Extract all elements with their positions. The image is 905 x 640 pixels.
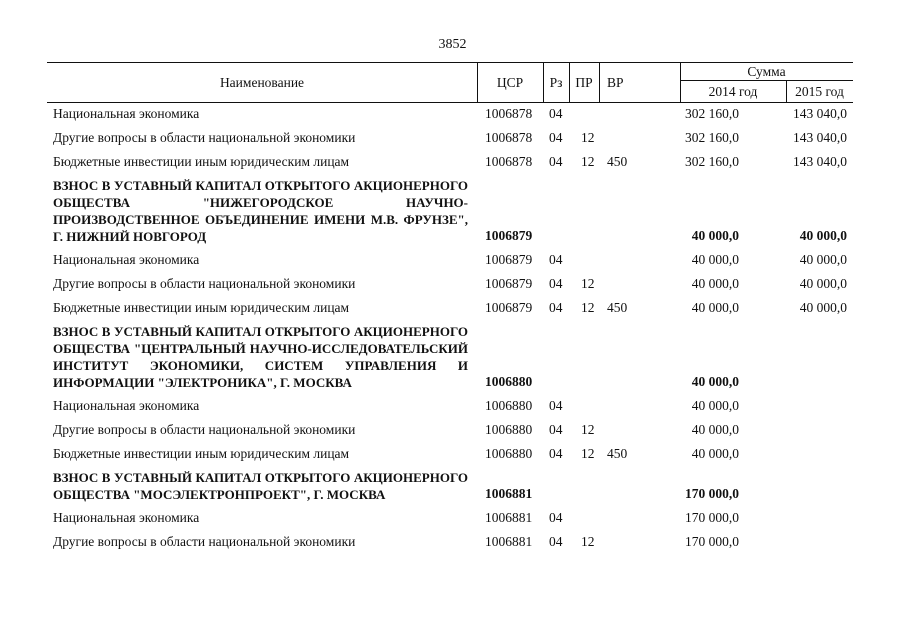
row-rz: 04 [549, 300, 563, 315]
row-csr: 1006881 [485, 486, 533, 501]
row-sum-2014: 302 160,0 [685, 130, 739, 145]
row-sum-2014: 302 160,0 [685, 154, 739, 169]
header-rz: Рз [549, 74, 563, 90]
header-sum: Сумма [680, 63, 853, 81]
row-pr: 12 [581, 130, 595, 145]
header-csr: ЦСР [496, 74, 524, 90]
table-row [47, 101, 853, 125]
row-csr: 1006880 [485, 374, 533, 389]
row-sum-2015: 143 040,0 [793, 106, 847, 121]
row-name: Другие вопросы в области национальной экономики [53, 422, 356, 437]
row-pr: 12 [581, 534, 595, 549]
row-sum-2014: 40 000,0 [691, 300, 739, 315]
row-sum-2014: 40 000,0 [691, 422, 739, 437]
row-name: Другие вопросы в области национальной экономики [53, 276, 356, 291]
row-csr: 1006881 [485, 510, 533, 525]
table-row [47, 441, 853, 465]
row-vr: 450 [607, 446, 628, 461]
table-row-section [47, 173, 853, 247]
header-pr: ПР [575, 74, 593, 90]
row-sum-2015: 40 000,0 [799, 252, 847, 267]
row-csr: 1006879 [485, 276, 533, 291]
row-rz: 04 [549, 130, 563, 145]
row-name: ВЗНОС В УСТАВНЫЙ КАПИТАЛ ОТКРЫТОГО АКЦИОНЕРНОГО ОБЩЕСТВА "МОСЭЛЕКТРОНПРОЕКТ", Г. МОСКВА [53, 470, 468, 502]
row-name: Национальная экономика [53, 510, 200, 525]
row-csr: 1006878 [485, 130, 533, 145]
row-vr: 450 [607, 154, 628, 169]
row-csr: 1006878 [485, 154, 533, 169]
table-row [47, 393, 853, 417]
row-name: Бюджетные инвестиции иным юридическим лицам [53, 300, 350, 315]
table-header [47, 62, 853, 103]
row-name: Другие вопросы в области национальной экономики [53, 534, 356, 549]
row-name: Бюджетные инвестиции иным юридическим лицам [53, 446, 350, 461]
row-sum-2015: 40 000,0 [799, 228, 847, 243]
row-name: ВЗНОС В УСТАВНЫЙ КАПИТАЛ ОТКРЫТОГО АКЦИОНЕРНОГО ОБЩЕСТВА "НИЖЕГОРОДСКОЕ НАУЧНО-ПРОИЗВОДСТВЕННОЕ ОБЪЕДИНЕНИЕ ИМЕНИ М.В. ФРУНЗЕ", Г. НИЖНИЙ НОВГОРОД [53, 178, 468, 244]
row-pr: 12 [581, 154, 595, 169]
row-vr: 450 [607, 300, 628, 315]
row-rz: 04 [549, 510, 563, 525]
table-row [47, 417, 853, 441]
row-pr: 12 [581, 300, 595, 315]
row-name: Бюджетные инвестиции иным юридическим лицам [53, 154, 350, 169]
row-sum-2014: 40 000,0 [691, 374, 739, 389]
row-name: Национальная экономика [53, 398, 200, 413]
row-csr: 1006880 [485, 422, 533, 437]
row-sum-2015: 40 000,0 [799, 300, 847, 315]
row-csr: 1006878 [485, 106, 533, 121]
row-sum-2014: 170 000,0 [685, 510, 739, 525]
row-csr: 1006880 [485, 446, 533, 461]
table-row [47, 247, 853, 271]
row-rz: 04 [549, 252, 563, 267]
row-pr: 12 [581, 276, 595, 291]
row-sum-2015: 40 000,0 [799, 276, 847, 291]
row-name: Национальная экономика [53, 252, 200, 267]
row-rz: 04 [549, 422, 563, 437]
row-rz: 04 [549, 154, 563, 169]
table-row-section [47, 465, 853, 505]
row-pr: 12 [581, 446, 595, 461]
row-csr: 1006881 [485, 534, 533, 549]
row-csr: 1006879 [485, 252, 533, 267]
page-number: 3852 [438, 37, 467, 52]
table-row [47, 295, 853, 319]
row-name: Другие вопросы в области национальной экономики [53, 130, 356, 145]
table-row [47, 149, 853, 173]
row-rz: 04 [549, 534, 563, 549]
row-sum-2014: 40 000,0 [691, 252, 739, 267]
row-sum-2014: 40 000,0 [691, 398, 739, 413]
row-rz: 04 [549, 398, 563, 413]
header-year-2015: 2015 год [795, 83, 844, 99]
row-sum-2015: 143 040,0 [793, 130, 847, 145]
table-row [47, 505, 853, 529]
row-csr: 1006879 [485, 228, 533, 243]
table-body [47, 101, 853, 553]
row-sum-2014: 40 000,0 [691, 276, 739, 291]
table-row [47, 125, 853, 149]
row-rz: 04 [549, 106, 563, 121]
row-sum-2014: 40 000,0 [691, 446, 739, 461]
row-rz: 04 [549, 446, 563, 461]
row-sum-2014: 170 000,0 [685, 486, 739, 501]
table-row-section [47, 319, 853, 393]
row-sum-2014: 170 000,0 [685, 534, 739, 549]
header-vr: ВР [607, 74, 624, 90]
row-csr: 1006880 [485, 398, 533, 413]
header-year-2014: 2014 год [708, 83, 758, 99]
row-sum-2014: 40 000,0 [691, 228, 739, 243]
row-name: ВЗНОС В УСТАВНЫЙ КАПИТАЛ ОТКРЫТОГО АКЦИОНЕРНОГО ОБЩЕСТВА "ЦЕНТРАЛЬНЫЙ НАУЧНО-ИССЛЕДОВАТЕЛЬСКИЙ ИНСТИТУТ ЭКОНОМИКИ, СИСТЕМ УПРАВЛЕНИЯ И ИНФОРМАЦИИ "ЭЛЕКТРОНИКА", Г. МОСКВА [53, 324, 468, 390]
row-name: Национальная экономика [53, 106, 200, 121]
table-row [47, 271, 853, 295]
table-row [47, 529, 853, 553]
row-sum-2014: 302 160,0 [685, 106, 739, 121]
row-csr: 1006879 [485, 300, 533, 315]
row-pr: 12 [581, 422, 595, 437]
row-sum-2015: 143 040,0 [793, 154, 847, 169]
row-rz: 04 [549, 276, 563, 291]
header-name: Наименование [219, 74, 305, 90]
